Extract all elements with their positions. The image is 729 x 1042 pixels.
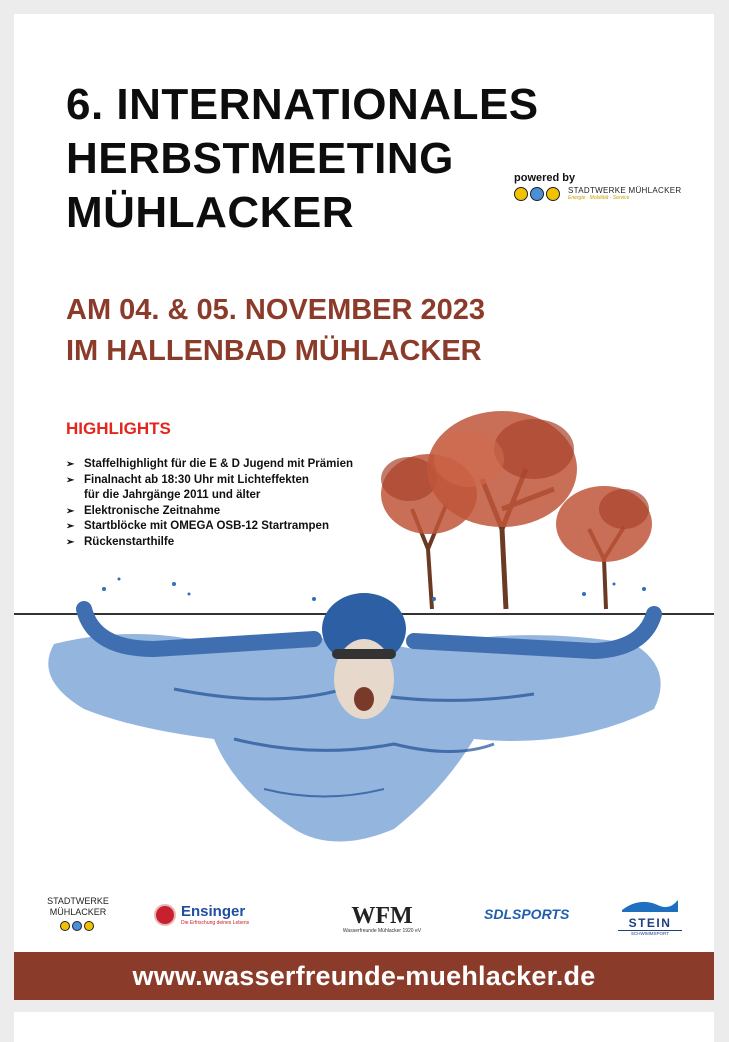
poster xyxy=(14,14,714,1000)
powered-brand: STADTWERKE MÜHLACKER xyxy=(568,186,682,195)
list-item: ➢ Finalnacht ab 18:30 Uhr mit Lichteffekten xyxy=(66,473,353,489)
powered-tagline: Energie · Mobilität · Service xyxy=(568,195,630,201)
highlights-title: HIGHLIGHTS xyxy=(66,419,171,438)
list-item: ➢ Elektronische Zeitnahme xyxy=(66,504,353,520)
powered-by-label: powered by xyxy=(514,172,576,184)
stadtwerke-dot-icon xyxy=(60,921,70,931)
ensinger-emblem-icon xyxy=(154,904,176,926)
stadtwerke-dot-icon xyxy=(72,921,82,931)
sdl-sports-logo: SDLSPORTS xyxy=(484,906,570,922)
wave-icon xyxy=(620,898,680,912)
list-item: ➢ Startblöcke mit OMEGA OSB-12 Startrampen xyxy=(66,519,353,535)
stadtwerke-dot-icon xyxy=(84,921,94,931)
footer-url-bar xyxy=(14,952,714,1000)
arrow-bullet-icon: ➢ xyxy=(66,521,75,532)
arrow-bullet-icon: ➢ xyxy=(66,474,75,486)
stadtwerke-dot-icon xyxy=(546,187,560,201)
stadtwerke-dot-icon xyxy=(514,187,528,201)
next-card xyxy=(14,1012,714,1042)
title-line-1: 6. INTERNATIONALES xyxy=(66,80,539,129)
event-title xyxy=(66,78,539,240)
list-item: für die Jahrgänge 2011 und älter xyxy=(84,489,261,501)
ensinger-logo: Ensinger Die Erfrischung deines Lebens xyxy=(154,904,249,926)
title-line-3: MÜHLACKER xyxy=(66,188,355,237)
wfm-logo: WFM Wasserfreunde Mühlacker 1920 eV xyxy=(342,903,422,934)
stadtwerke-dot-icon xyxy=(530,187,544,201)
title-line-2: HERBSTMEETING xyxy=(66,134,454,183)
footer-url[interactable]: www.wasserfreunde-muehlacker.de xyxy=(132,960,596,991)
arrow-bullet-icon: ➢ xyxy=(66,505,75,517)
list-item: ➢ Rückenstarthilfe xyxy=(66,535,353,551)
sponsor-logos xyxy=(14,884,714,954)
event-date xyxy=(66,290,485,372)
highlights-list xyxy=(66,457,353,550)
stadtwerke-logo: STADTWERKE MÜHLACKER xyxy=(38,896,118,931)
powered-by-logo xyxy=(514,172,704,201)
date-line-1: AM 04. & 05. NOVEMBER 2023 xyxy=(66,294,486,326)
date-line-2: IM HALLENBAD MÜHLACKER xyxy=(66,335,482,367)
stein-logo: STEIN SCHWIMMSPORT xyxy=(618,898,682,936)
tree-icon xyxy=(556,486,652,609)
list-item: ➢ Staffelhighlight für die E & D Jugend mit Prämien xyxy=(66,457,353,473)
arrow-bullet-icon: ➢ xyxy=(66,536,75,548)
arrow-bullet-icon: ➢ xyxy=(66,459,75,470)
tree-icon xyxy=(427,411,577,609)
